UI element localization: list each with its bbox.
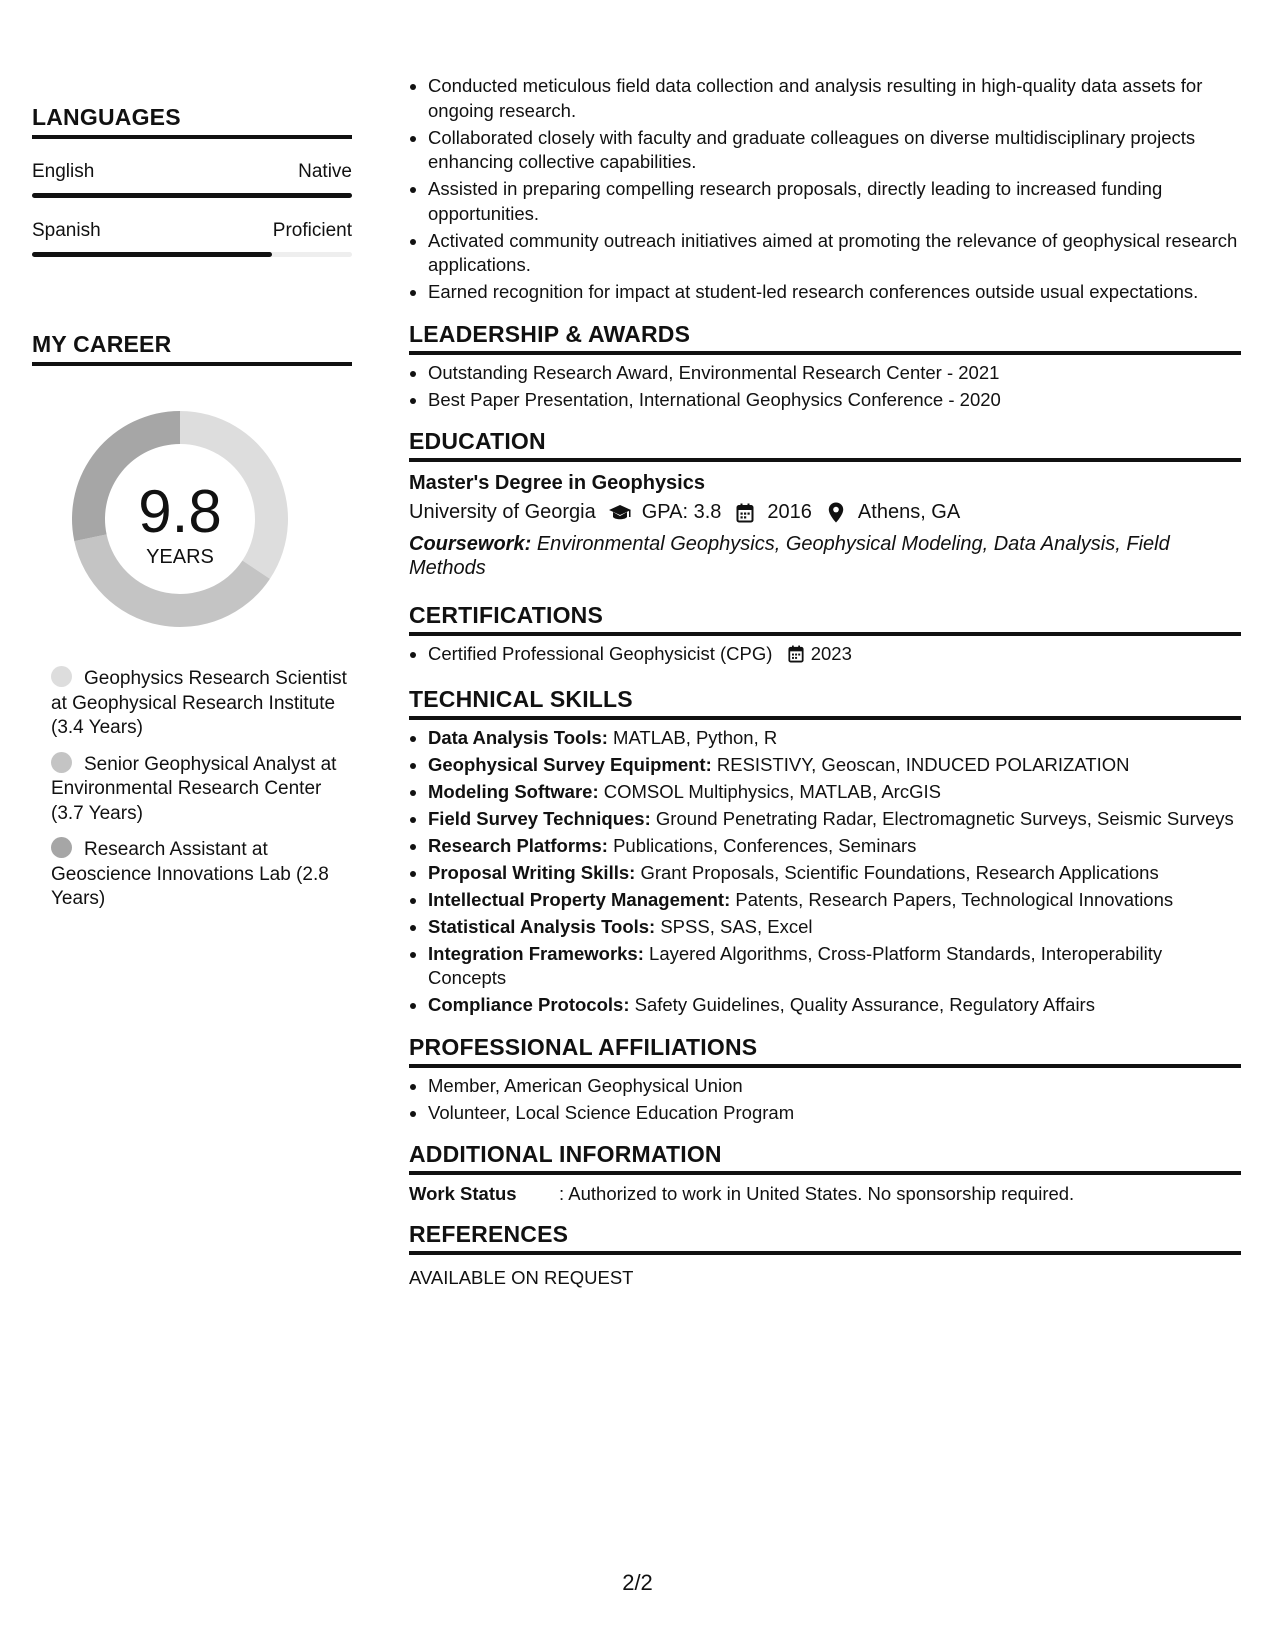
- education-title: EDUCATION: [409, 428, 1241, 462]
- main-content: [409, 0, 1241, 1289]
- skill-label: Intellectual Property Management:: [428, 888, 731, 910]
- legend-dot: [51, 837, 72, 858]
- languages-title: LANGUAGES: [32, 104, 352, 139]
- affiliations-title: PROFESSIONAL AFFILIATIONS: [409, 1034, 1241, 1068]
- career-legend-item: [51, 837, 352, 912]
- skill-item: [428, 753, 1241, 778]
- language-item: [32, 220, 352, 257]
- skill-label: Field Survey Techniques:: [428, 807, 651, 829]
- work-status-value: : Authorized to work in United States. No sponsorship required.: [559, 1183, 1075, 1204]
- education-location: Athens, GA: [857, 501, 961, 523]
- career-legend-label: Research Assistant at Geoscience Innovations Lab (2.8 Years): [51, 839, 329, 909]
- skill-value: COMSOL Multiphysics, MATLAB, ArcGIS: [603, 780, 941, 802]
- skill-item: [428, 834, 1241, 859]
- certification-item: [428, 642, 1241, 670]
- skill-item: [428, 780, 1241, 805]
- certification-name: Certified Professional Geophysicist (CPG): [428, 643, 773, 664]
- experience-bullet: • Assisted in preparing compelling research proposals, directly leading to increased funding opportunities.: [428, 177, 1241, 226]
- career-total-unit: YEARS: [146, 546, 214, 568]
- skills-title: TECHNICAL SKILLS: [409, 686, 1241, 720]
- additional-info-title: ADDITIONAL INFORMATION: [409, 1141, 1241, 1175]
- skill-value: MATLAB, Python, R: [613, 726, 778, 748]
- skill-item: [428, 861, 1241, 886]
- legend-dot: [51, 752, 72, 773]
- affiliations-list: [409, 1074, 1241, 1126]
- education-details: [409, 501, 1241, 524]
- skill-value: Publications, Conferences, Seminars: [613, 834, 917, 856]
- education-school: University of Georgia: [409, 501, 596, 523]
- award-item: • Outstanding Research Award, Environmental Research Center - 2021: [428, 361, 1241, 386]
- education-coursework: [409, 532, 1241, 580]
- language-level-bar: [32, 193, 352, 198]
- references-text: AVAILABLE ON REQUEST: [409, 1267, 634, 1288]
- page-number: 2/2: [622, 1570, 653, 1595]
- career-legend: [32, 666, 352, 912]
- coursework-text: Environmental Geophysics, Geophysical Modeling, Data Analysis, Field Methods: [409, 533, 1170, 579]
- skill-value: Layered Algorithms, Cross-Platform Standards, Interoperability Concepts: [428, 942, 1163, 988]
- experience-bullet: • Activated community outreach initiatives aimed at promoting the relevance of geophysical research applications.: [428, 229, 1241, 278]
- experience-bullet: • Collaborated closely with faculty and graduate colleagues on diverse multidisciplinary projects enhancing collective capabilities.: [428, 126, 1241, 175]
- location-pin-icon: [824, 502, 848, 524]
- skill-label: Compliance Protocols:: [428, 994, 630, 1015]
- certifications-title: CERTIFICATIONS: [409, 602, 1241, 636]
- awards-list: [409, 361, 1241, 413]
- coursework-label: Coursework:: [409, 533, 532, 555]
- experience-bullet: • Conducted meticulous field data collection and analysis resulting in high-quality data assets for ongoing research.: [428, 74, 1241, 123]
- affiliation-item: • Member, American Geophysical Union: [428, 1074, 1241, 1099]
- skills-list: [409, 726, 1241, 1018]
- skill-label: Integration Frameworks:: [428, 942, 644, 964]
- skill-value: SPSS, SAS, Excel: [660, 915, 813, 937]
- calendar-icon: [788, 645, 804, 670]
- skill-item: [428, 807, 1241, 832]
- experience-bullets: [409, 74, 1241, 305]
- skill-label: Data Analysis Tools:: [428, 726, 608, 748]
- skill-label: Statistical Analysis Tools:: [428, 915, 656, 937]
- experience-bullet: • Earned recognition for impact at student-led research conferences outside usual expectations.: [428, 280, 1241, 305]
- language-level: Native: [298, 161, 352, 182]
- skill-label: Modeling Software:: [428, 780, 599, 802]
- skill-item: [428, 726, 1241, 751]
- career-donut-chart: [67, 406, 293, 632]
- career-legend-item: [51, 752, 352, 827]
- sidebar: [32, 0, 352, 923]
- skill-value: Patents, Research Papers, Technological Innovations: [735, 888, 1174, 910]
- career-total-years: 9.8: [138, 478, 222, 545]
- work-status-row: [409, 1183, 1241, 1205]
- skill-label: Proposal Writing Skills:: [428, 861, 636, 883]
- affiliation-item: • Volunteer, Local Science Education Program: [428, 1101, 1241, 1126]
- skill-value: Ground Penetrating Radar, Electromagnetic Surveys, Seismic Surveys: [655, 807, 1234, 829]
- education-year: 2016: [767, 501, 812, 523]
- education-degree: Master's Degree in Geophysics: [409, 472, 705, 494]
- graduation-cap-icon: [608, 502, 632, 524]
- language-name: English: [32, 161, 95, 182]
- certification-year: 2023: [810, 643, 852, 664]
- language-level-fill: [32, 193, 352, 198]
- language-level-bar: [32, 252, 352, 257]
- certifications-list: [409, 642, 1241, 670]
- awards-title: LEADERSHIP & AWARDS: [409, 321, 1241, 355]
- skill-item: [428, 942, 1241, 991]
- language-name: Spanish: [32, 220, 101, 241]
- language-item: [32, 161, 352, 198]
- language-level-fill: [32, 252, 272, 257]
- career-title: MY CAREER: [32, 331, 352, 366]
- career-legend-label: Senior Geophysical Analyst at Environmental Research Center (3.7 Years): [51, 753, 337, 824]
- skill-label: Geophysical Survey Equipment:: [428, 753, 712, 775]
- education-gpa: GPA: 3.8: [641, 501, 722, 523]
- skill-value: RESISTIVY, Geoscan, INDUCED POLARIZATION: [716, 753, 1130, 775]
- language-level: Proficient: [272, 220, 352, 241]
- skill-item: [428, 888, 1241, 913]
- award-item: • Best Paper Presentation, International Geophysics Conference - 2020: [428, 388, 1241, 413]
- references-title: REFERENCES: [409, 1221, 1241, 1255]
- skill-item: [428, 915, 1241, 940]
- career-legend-label: Geophysics Research Scientist at Geophysical Research Institute (3.4 Years): [51, 668, 347, 738]
- skill-value: Safety Guidelines, Quality Assurance, Regulatory Affairs: [634, 994, 1095, 1015]
- skill-item: [428, 993, 1241, 1018]
- calendar-icon: [733, 502, 757, 524]
- work-status-label: Work Status: [409, 1183, 517, 1204]
- skill-label: Research Platforms:: [428, 834, 608, 856]
- legend-dot: [51, 666, 72, 687]
- skill-value: Grant Proposals, Scientific Foundations, Research Applications: [640, 861, 1159, 883]
- career-legend-item: [51, 666, 352, 741]
